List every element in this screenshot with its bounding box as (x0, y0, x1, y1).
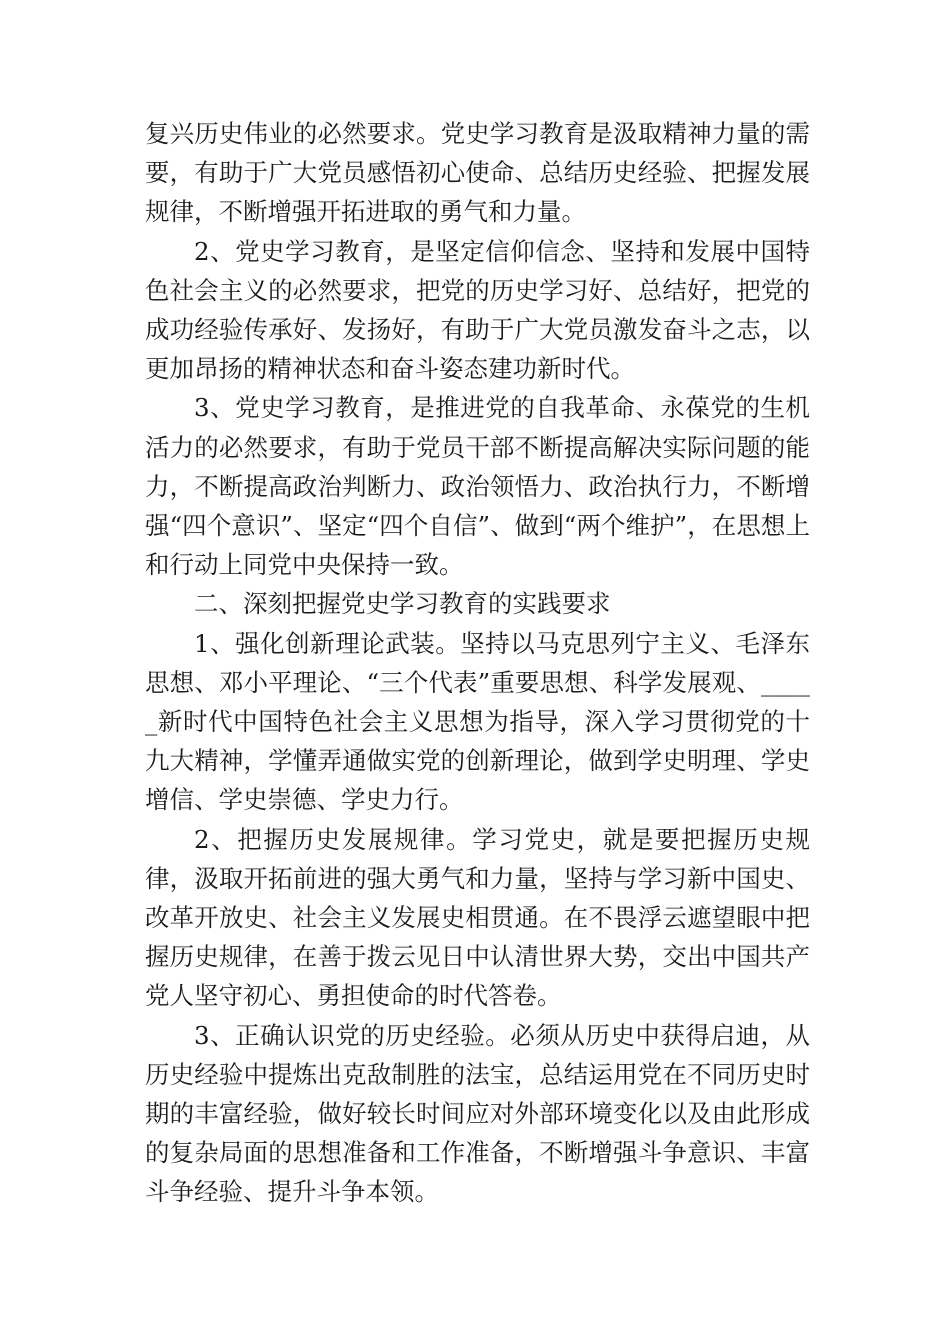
paragraph-practice-3: 3、正确认识党的历史经验。必须从历史中获得启迪，从历史经验中提炼出克敌制胜的法宝，总结运用党在不同历史时期的丰富经验，做好较长时间应对外部环境变化以及由此形成的复杂局面的思想准备和工作准备，不断增强斗争意识、丰富斗争经验、提升斗争本领。 (145, 1020, 810, 1207)
section-heading: 二、深刻把握党史学习教育的实践要求 (194, 589, 611, 619)
document-body (145, 114, 810, 1212)
paragraph-item-3: 3、党史学习教育，是推进党的自我革命、永葆党的生机活力的必然要求，有助于党员干部不断提高解决实际问题的能力，不断提高政治判断力、政治领悟力、政治执行力，不断增强“四个意识”、坚定“四个自信”、做到“两个维护”，在思想上和行动上同党中央保持一致。 (145, 393, 810, 580)
paragraph-practice-1: 1、强化创新理论武装。坚持以马克思列宁主义、毛泽东思想、邓小平理论、“三个代表”重要思想、科学发展观、_____新时代中国特色社会主义思想为指导，深入学习贯彻党的十九大精神，学懂弄通做实党的创新理论，做到学史明理、学史增信、学史崇德、学史力行。 (145, 628, 810, 815)
paragraph-item-2: 2、党史学习教育，是坚定信仰信念、坚持和发展中国特色社会主义的必然要求，把党的历史学习好、总结好，把党的成功经验传承好、发扬好，有助于广大党员激发奋斗之志，以更加昂扬的精神状态和奋斗姿态建功新时代。 (145, 236, 810, 384)
paragraph-practice-2: 2、把握历史发展规律。学习党史，就是要把握历史规律，汲取开拓前进的强大勇气和力量，坚持与学习新中国史、改革开放史、社会主义发展史相贯通。在不畏浮云遮望眼中把握历史规律，在善于拨云见日中认清世界大势，交出中国共产党人坚守初心、勇担使命的时代答卷。 (145, 824, 810, 1011)
paragraph-continuation: 复兴历史伟业的必然要求。党史学习教育是汲取精神力量的需要，有助于广大党员感悟初心使命、总结历史经验、把握发展规律，不断增强开拓进取的勇气和力量。 (145, 119, 810, 227)
